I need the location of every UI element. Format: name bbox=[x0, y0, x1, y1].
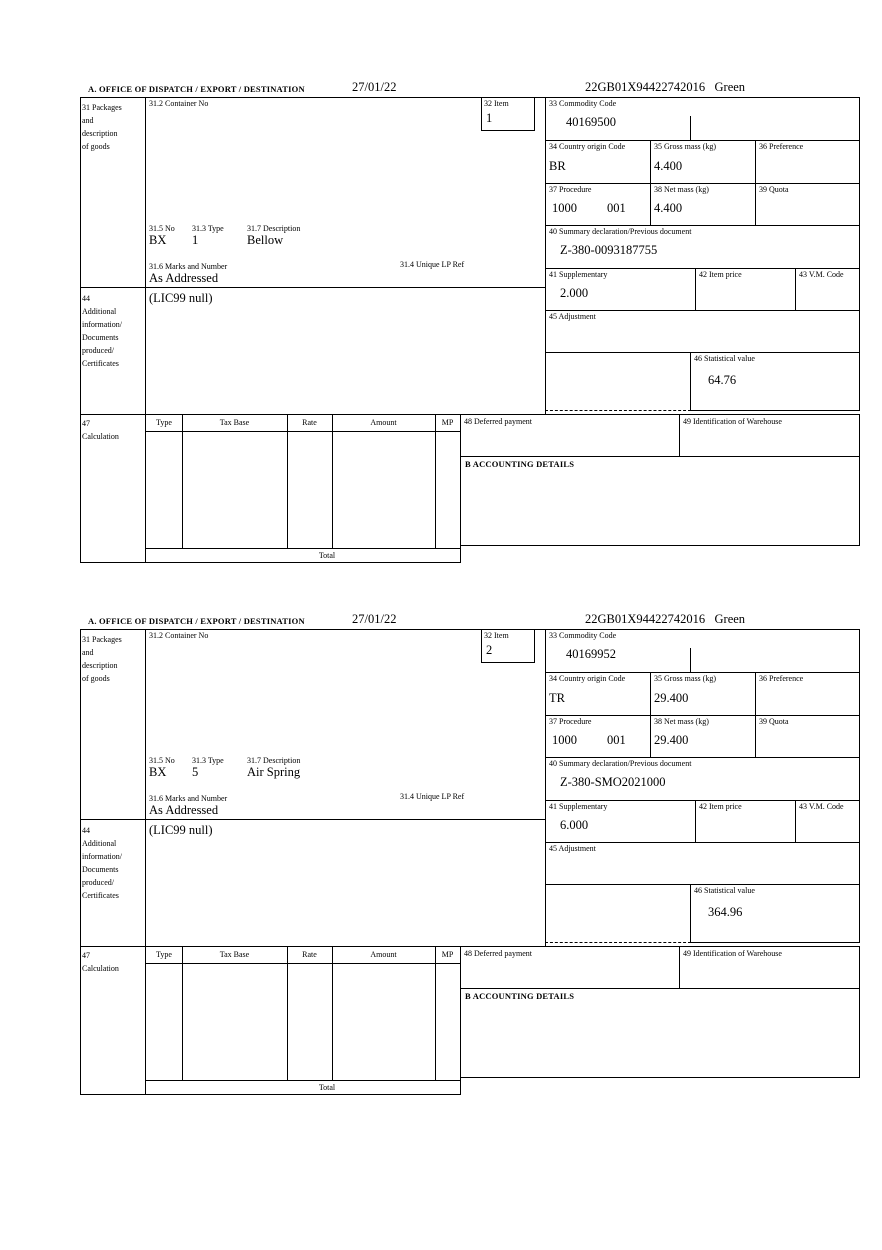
marks-and-number-value: As Addressed bbox=[149, 803, 219, 817]
procedure-extension-value: 001 bbox=[607, 201, 626, 215]
warehouse-label: 49 Identification of Warehouse bbox=[683, 949, 782, 958]
item-number-value: 2 bbox=[486, 643, 493, 657]
marks-and-number-label: 31.6 Marks and Number bbox=[149, 262, 228, 271]
date-value: 27/01/22 bbox=[352, 612, 397, 626]
box-47-label-line: Calculation bbox=[82, 432, 119, 441]
box-44-label-line: Additional bbox=[82, 839, 117, 848]
accounting-details-label: B ACCOUNTING DETAILS bbox=[465, 991, 575, 1001]
total-label: Total bbox=[318, 1083, 336, 1092]
procedure-label: 37 Procedure bbox=[549, 717, 592, 726]
column-header-amount: Amount bbox=[370, 418, 397, 427]
box-47-label-line: Calculation bbox=[82, 964, 119, 973]
procedure-extension-value: 001 bbox=[607, 733, 626, 747]
box-44-label-line: Additional bbox=[82, 307, 117, 316]
marks-and-number-value: As Addressed bbox=[149, 271, 219, 285]
commodity-code-label: 33 Commodity Code bbox=[549, 99, 617, 108]
column-header-tax-base: Tax Base bbox=[219, 418, 250, 427]
declaration-item-section bbox=[80, 612, 860, 1095]
box-47-label-line: 47 bbox=[82, 419, 90, 428]
country-origin-label: 34 Country origin Code bbox=[549, 142, 626, 151]
preference-label: 36 Preference bbox=[759, 674, 804, 683]
accounting-details-label: B ACCOUNTING DETAILS bbox=[465, 459, 575, 469]
table-column-divider bbox=[435, 947, 436, 1080]
box-44-label-line: Certificates bbox=[82, 359, 119, 368]
box-31-label bbox=[82, 633, 122, 685]
item-price-label: 42 Item price bbox=[699, 802, 742, 811]
gross-mass-value: 29.400 bbox=[654, 691, 689, 705]
column-header-rate: Rate bbox=[302, 418, 317, 427]
summary-declaration-value: Z-380-SMO2021000 bbox=[560, 775, 666, 789]
commodity-code-value: 40169952 bbox=[566, 647, 616, 661]
box-31-label-line: description bbox=[82, 661, 118, 670]
table-column-divider bbox=[182, 947, 183, 1080]
column-header-mp: MP bbox=[441, 950, 454, 959]
summary-declaration-label: 40 Summary declaration/Previous document bbox=[549, 759, 692, 768]
box-47-label bbox=[82, 949, 119, 975]
column-header-type: Type bbox=[156, 418, 172, 427]
calculation-table bbox=[145, 414, 461, 563]
calculation-table bbox=[145, 946, 461, 1095]
box-31-label-line: 31 Packages bbox=[82, 635, 122, 644]
deferred-payment-label: 48 Deferred payment bbox=[464, 949, 532, 958]
box-47-label bbox=[82, 417, 119, 443]
item-label: 32 Item bbox=[484, 99, 509, 108]
unique-lp-ref-label: 31.4 Unique LP Ref bbox=[400, 792, 465, 801]
table-column-divider bbox=[182, 415, 183, 548]
box-47-label-line: 47 bbox=[82, 951, 90, 960]
net-mass-value: 4.400 bbox=[654, 201, 683, 215]
summary-declaration-label: 40 Summary declaration/Previous document bbox=[549, 227, 692, 236]
supplementary-label: 41 Supplementary bbox=[549, 802, 608, 811]
commodity-code-value: 40169500 bbox=[566, 115, 616, 129]
box-44-label bbox=[82, 292, 122, 370]
box-44-label-line: 44 bbox=[82, 294, 90, 303]
table-column-divider bbox=[287, 415, 288, 548]
country-origin-value: BR bbox=[549, 159, 566, 173]
supplementary-value: 2.000 bbox=[560, 286, 589, 300]
supplementary-label: 41 Supplementary bbox=[549, 270, 608, 279]
gross-mass-label: 35 Gross mass (kg) bbox=[654, 142, 716, 151]
statistical-value-value: 364.96 bbox=[708, 905, 743, 919]
statistical-value-value: 64.76 bbox=[708, 373, 737, 387]
additional-information-value: (LIC99 null) bbox=[149, 291, 213, 305]
reference-value: 22GB01X94422742016 Green bbox=[585, 612, 746, 626]
description-value: Air Spring bbox=[247, 765, 301, 779]
column-header-mp: MP bbox=[441, 418, 454, 427]
net-mass-label: 38 Net mass (kg) bbox=[654, 717, 709, 726]
additional-information-cell bbox=[145, 287, 546, 415]
column-header-tax-base: Tax Base bbox=[219, 950, 250, 959]
packages-no-value: BX bbox=[149, 233, 167, 247]
marks-and-number-label: 31.6 Marks and Number bbox=[149, 794, 228, 803]
accounting-details-box bbox=[460, 988, 860, 1078]
box-31-label-line: 31 Packages bbox=[82, 103, 122, 112]
table-total-divider bbox=[146, 548, 460, 549]
statistical-value-label: 46 Statistical value bbox=[694, 354, 755, 363]
statistical-value-spacer bbox=[545, 884, 691, 943]
description-label: 31.7 Description bbox=[247, 756, 301, 765]
supplementary-value: 6.000 bbox=[560, 818, 589, 832]
table-column-divider bbox=[435, 415, 436, 548]
office-of-dispatch-label: A. OFFICE OF DISPATCH / EXPORT / DESTINATION bbox=[88, 616, 305, 626]
adjustment-label: 45 Adjustment bbox=[549, 844, 596, 853]
column-header-type: Type bbox=[156, 950, 172, 959]
box-44-label-line: produced/ bbox=[82, 346, 114, 355]
procedure-value: 1000 bbox=[552, 733, 577, 747]
country-origin-label: 34 Country origin Code bbox=[549, 674, 626, 683]
commodity-code-label: 33 Commodity Code bbox=[549, 631, 617, 640]
office-of-dispatch-label: A. OFFICE OF DISPATCH / EXPORT / DESTINATION bbox=[88, 84, 305, 94]
item-label: 32 Item bbox=[484, 631, 509, 640]
packages-type-value: 5 bbox=[192, 765, 199, 779]
box-31-label bbox=[82, 101, 122, 153]
column-header-amount: Amount bbox=[370, 950, 397, 959]
accounting-details-box bbox=[460, 456, 860, 546]
packages-no-value: BX bbox=[149, 765, 167, 779]
item-number-value: 1 bbox=[486, 111, 493, 125]
table-header-divider bbox=[146, 963, 460, 964]
commodity-code-divider bbox=[690, 648, 691, 672]
declaration-sections bbox=[80, 80, 860, 1144]
box-44-label-line: Certificates bbox=[82, 891, 119, 900]
vm-code-label: 43 V.M. Code bbox=[799, 270, 844, 279]
summary-declaration-value: Z-380-0093187755 bbox=[560, 243, 658, 257]
commodity-code-divider bbox=[690, 116, 691, 140]
table-column-divider bbox=[287, 947, 288, 1080]
packages-no-label: 31.5 No bbox=[149, 756, 175, 765]
gross-mass-value: 4.400 bbox=[654, 159, 683, 173]
statistical-value-spacer bbox=[545, 352, 691, 411]
procedure-value: 1000 bbox=[552, 201, 577, 215]
net-mass-value: 29.400 bbox=[654, 733, 689, 747]
column-header-rate: Rate bbox=[302, 950, 317, 959]
unique-lp-ref-label: 31.4 Unique LP Ref bbox=[400, 260, 465, 269]
container-no-label: 31.2 Container No bbox=[149, 631, 209, 640]
description-value: Bellow bbox=[247, 233, 284, 247]
deferred-payment-label: 48 Deferred payment bbox=[464, 417, 532, 426]
quota-label: 39 Quota bbox=[759, 185, 789, 194]
table-column-divider bbox=[332, 947, 333, 1080]
gross-mass-label: 35 Gross mass (kg) bbox=[654, 674, 716, 683]
box-31-label-line: and bbox=[82, 648, 94, 657]
declaration-item-section bbox=[80, 80, 860, 563]
procedure-label: 37 Procedure bbox=[549, 185, 592, 194]
container-no-label: 31.2 Container No bbox=[149, 99, 209, 108]
country-origin-value: TR bbox=[549, 691, 565, 705]
additional-information-value: (LIC99 null) bbox=[149, 823, 213, 837]
adjustment-label: 45 Adjustment bbox=[549, 312, 596, 321]
description-label: 31.7 Description bbox=[247, 224, 301, 233]
packages-type-value: 1 bbox=[192, 233, 199, 247]
preference-label: 36 Preference bbox=[759, 142, 804, 151]
box-44-label-line: information/ bbox=[82, 852, 122, 861]
table-header-divider bbox=[146, 431, 460, 432]
reference-value: 22GB01X94422742016 Green bbox=[585, 80, 746, 94]
box-44-label-line: Documents bbox=[82, 333, 119, 342]
statistical-value-label: 46 Statistical value bbox=[694, 886, 755, 895]
table-column-divider bbox=[332, 415, 333, 548]
warehouse-label: 49 Identification of Warehouse bbox=[683, 417, 782, 426]
box-31-label-line: description bbox=[82, 129, 118, 138]
total-label: Total bbox=[318, 551, 336, 560]
table-total-divider bbox=[146, 1080, 460, 1081]
date-value: 27/01/22 bbox=[352, 80, 397, 94]
additional-information-cell bbox=[145, 819, 546, 947]
box-44-label bbox=[82, 824, 122, 902]
packages-no-label: 31.5 No bbox=[149, 224, 175, 233]
quota-label: 39 Quota bbox=[759, 717, 789, 726]
box-44-label-line: Documents bbox=[82, 865, 119, 874]
packages-type-label: 31.3 Type bbox=[192, 756, 224, 765]
vm-code-label: 43 V.M. Code bbox=[799, 802, 844, 811]
box-31-label-line: and bbox=[82, 116, 94, 125]
box-44-label-line: 44 bbox=[82, 826, 90, 835]
box-44-label-line: produced/ bbox=[82, 878, 114, 887]
box-31-label-line: of goods bbox=[82, 142, 110, 151]
box-31-label-line: of goods bbox=[82, 674, 110, 683]
item-price-label: 42 Item price bbox=[699, 270, 742, 279]
net-mass-label: 38 Net mass (kg) bbox=[654, 185, 709, 194]
packages-type-label: 31.3 Type bbox=[192, 224, 224, 233]
box-44-label-line: information/ bbox=[82, 320, 122, 329]
